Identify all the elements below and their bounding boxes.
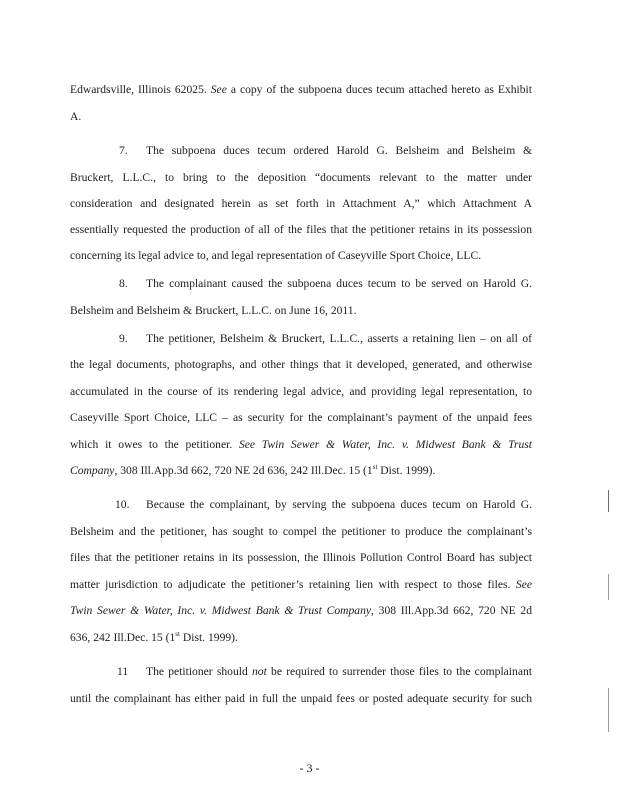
p11-number: 11 xyxy=(117,665,129,678)
p7-line-3: consideration and designated herein as set forth in Attachment A,” which Attachment A xyxy=(70,197,532,210)
scan-margin-mark xyxy=(608,688,609,732)
p7-line-2: Bruckert, L.L.C., to bring to the deposition “documents relevant to the matter under xyxy=(70,171,532,184)
p9-number: 9. xyxy=(119,332,128,345)
p9-line-5: which it owes to the petitioner. See Twin Sewer & Water, Inc. v. Midwest Bank & Trust xyxy=(70,438,532,451)
p9-line-2: the legal documents, photographs, and other things that it developed, generated, and otherwise xyxy=(70,358,532,371)
page-number: - 3 - xyxy=(299,761,320,775)
p6-line-2: A. xyxy=(70,110,82,123)
p7-number: 7. xyxy=(119,144,128,157)
scan-margin-mark xyxy=(608,490,609,512)
p11-line-1: The petitioner should not be required to surrender those files to the complainant xyxy=(146,665,532,678)
p10-line-1: Because the complainant, by serving the subpoena duces tecum on Harold G. xyxy=(146,498,532,511)
p9-line-4: Caseyville Sport Choice, LLC – as security for the complainant’s payment of the unpaid fees xyxy=(70,411,532,424)
p10-line-4: matter jurisdiction to adjudicate the petitioner’s retaining lien with respect to those files. See xyxy=(70,578,532,591)
p10-line-2: Belsheim and the petitioner, has sought to compel the petitioner to produce the complainant’s xyxy=(70,525,532,538)
p8-number: 8. xyxy=(119,277,128,290)
p10-line-6: 636, 242 Ill.Dec. 15 (1st Dist. 1999). xyxy=(70,630,238,644)
p7-line-5: concerning its legal advice to, and legal representation of Caseyville Sport Choice, LLC. xyxy=(70,249,482,262)
p6-line-1: Edwardsville, Illinois 62025. See a copy of the subpoena duces tecum attached hereto as Exhibit xyxy=(70,83,532,96)
p10-line-3: files that the petitioner retains in its possession, the Illinois Pollution Control Board has subject xyxy=(70,551,532,564)
p7-line-4: essentially requested the production of all of the files that the petitioner retains in its possession xyxy=(70,223,532,236)
p9-line-3: accumulated in the course of its rendering legal advice, and providing legal representation, to xyxy=(70,385,532,398)
p9-line-1: The petitioner, Belsheim & Bruckert, L.L.C., asserts a retaining lien – on all of xyxy=(146,332,532,345)
p9-line-6: Company, 308 Ill.App.3d 662, 720 NE 2d 636, 242 Ill.Dec. 15 (1st Dist. 1999). xyxy=(70,463,436,477)
p8-line-2: Belsheim and Belsheim & Bruckert, L.L.C. on June 16, 2011. xyxy=(70,304,357,317)
p7-line-1: The subpoena duces tecum ordered Harold G. Belsheim and Belsheim & xyxy=(146,144,532,157)
scan-margin-mark xyxy=(608,574,609,600)
p10-number: 10. xyxy=(115,498,130,511)
p11-line-2: until the complainant has either paid in full the unpaid fees or posted adequate security for such xyxy=(70,692,532,705)
p10-line-5: Twin Sewer & Water, Inc. v. Midwest Bank & Trust Company, 308 Ill.App.3d 662, 720 NE 2d xyxy=(70,604,532,617)
p8-line-1: The complainant caused the subpoena duces tecum to be served on Harold G. xyxy=(146,277,532,290)
